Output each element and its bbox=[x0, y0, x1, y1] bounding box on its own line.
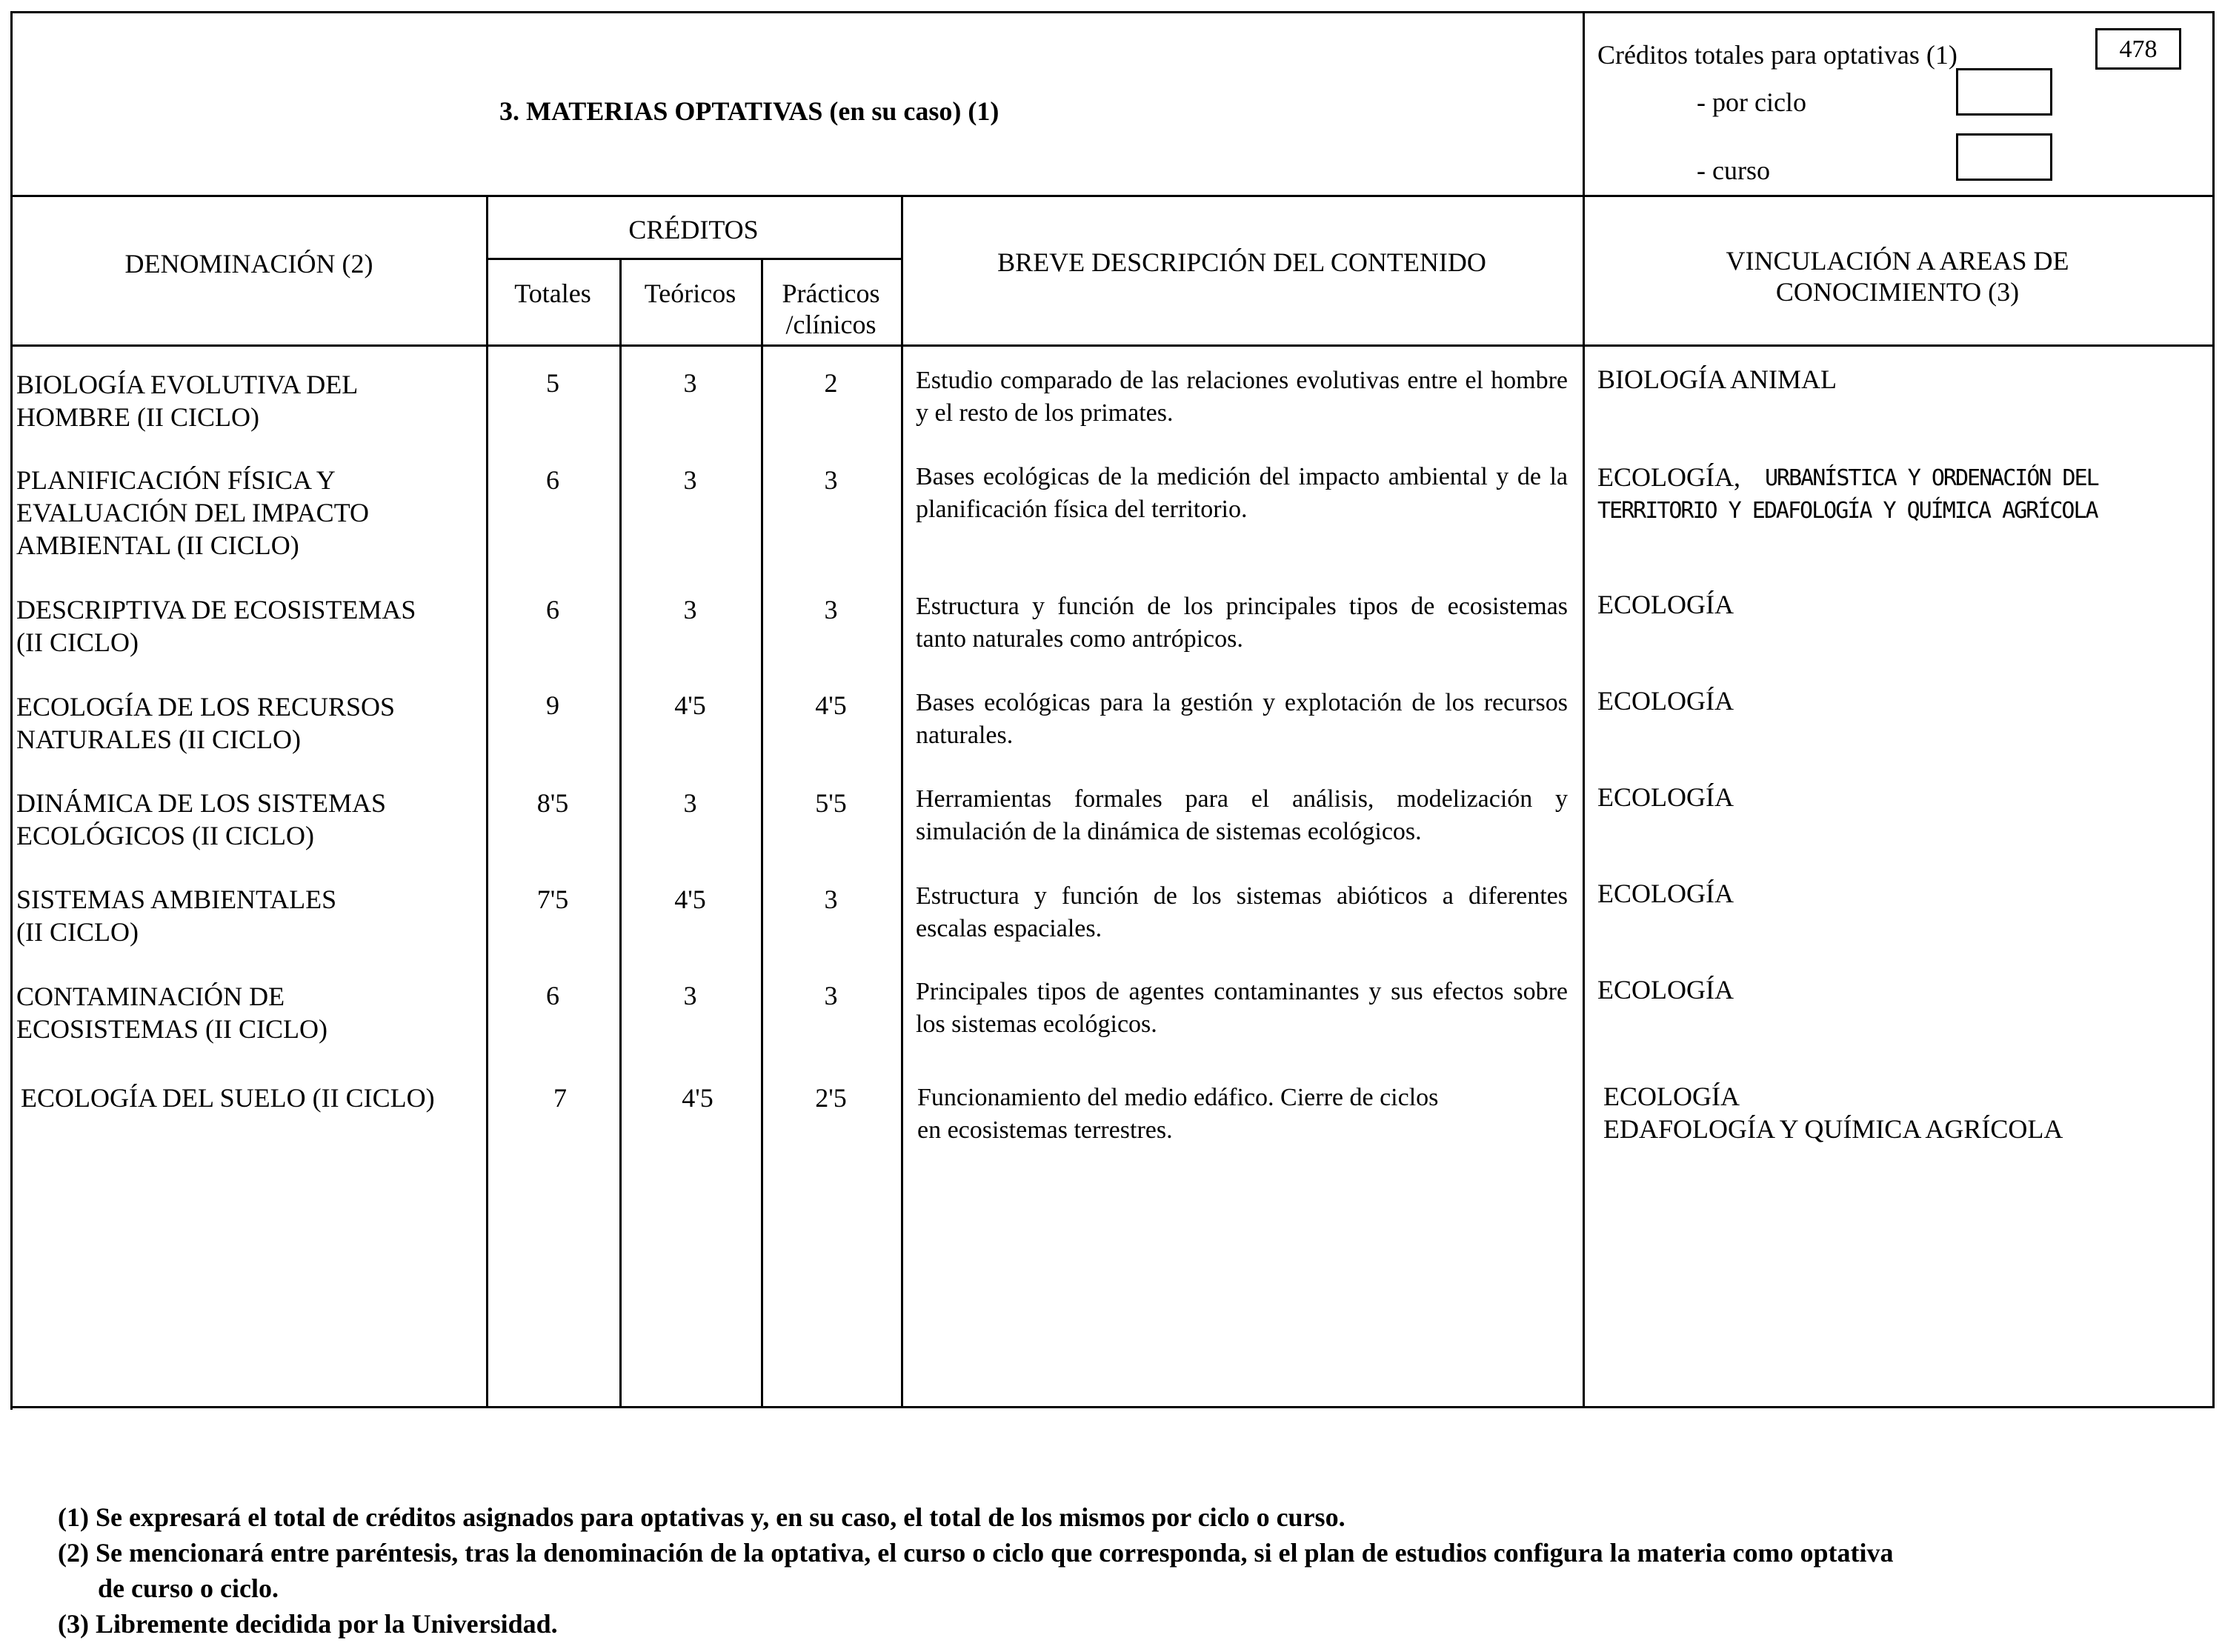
column-header-divider bbox=[10, 344, 2215, 347]
row-teoricos: 3 bbox=[683, 465, 697, 495]
per-course-box bbox=[1956, 133, 2052, 181]
row-description: Principales tipos de agentes contaminantes y sus efectos sobre los sistemas ecológicos. bbox=[916, 978, 1568, 1038]
row-description: Bases ecológicas de la medición del impacto ambiental y de la planificación física del territorio. bbox=[916, 463, 1568, 523]
col-header-descripcion: BREVE DESCRIPCIÓN DEL CONTENIDO bbox=[997, 247, 1486, 277]
footnote: (3) Libremente decidida por la Universidad. bbox=[58, 1609, 558, 1639]
row-teoricos: 3 bbox=[683, 368, 697, 398]
row-area: TERRITORIO Y EDAFOLOGÍA Y QUÍMICA AGRÍCOLA bbox=[1597, 498, 2098, 524]
row-practicos: 2 bbox=[824, 368, 838, 398]
col-header-vinculacion: VINCULACIÓN A AREAS DE bbox=[1726, 246, 2069, 276]
row-practicos: 3 bbox=[824, 465, 838, 495]
row-name: ECOSISTEMAS (II CICLO) bbox=[16, 1014, 327, 1044]
table-border-top bbox=[10, 11, 2215, 13]
row-name: EVALUACIÓN DEL IMPACTO bbox=[16, 498, 370, 527]
row-name: ECOLOGÍA DEL SUELO (II CICLO) bbox=[21, 1083, 435, 1113]
row-teoricos: 4'5 bbox=[682, 1083, 713, 1113]
row-description: en ecosistemas terrestres. bbox=[917, 1116, 1173, 1144]
row-area: ECOLOGÍA bbox=[1597, 879, 1734, 908]
row-name: BIOLOGÍA EVOLUTIVA DEL bbox=[16, 370, 359, 399]
row-name: (II CICLO) bbox=[16, 627, 139, 657]
row-practicos: 2'5 bbox=[815, 1083, 847, 1113]
row-area: BIOLOGÍA ANIMAL bbox=[1597, 364, 1837, 394]
row-description: Estructura y función de los sistemas abióticos a diferentes escalas espaciales. bbox=[916, 882, 1568, 942]
credits-total-box bbox=[2095, 28, 2181, 70]
row-totales: 6 bbox=[546, 595, 559, 625]
footnote: (1) Se expresará el total de créditos asignados para optativas y, en su caso, el total de los mismos por ciclo o curso. bbox=[58, 1502, 1345, 1532]
row-practicos: 3 bbox=[824, 595, 838, 625]
row-totales: 5 bbox=[546, 368, 559, 398]
row-practicos: 5'5 bbox=[815, 788, 847, 818]
row-name: ECOLÓGICOS (II CICLO) bbox=[16, 821, 314, 850]
row-description: Estudio comparado de las relaciones evolutivas entre el hombre y el resto de los primates. bbox=[916, 367, 1568, 427]
row-totales: 8'5 bbox=[536, 788, 569, 818]
footnote: (2) Se mencionará entre paréntesis, tras la denominación de la optativa, el curso o ciclo que corresponda, si el plan de estudios configura la materia como optativa bbox=[58, 1538, 1894, 1568]
row-name: ECOLOGÍA DE LOS RECURSOS bbox=[16, 692, 396, 722]
row-teoricos: 3 bbox=[683, 595, 697, 625]
row-practicos: 3 bbox=[824, 981, 838, 1010]
col-header-totales: Totales bbox=[514, 279, 591, 308]
row-area: ECOLOGÍA bbox=[1597, 590, 1734, 619]
row-totales: 7'5 bbox=[536, 885, 569, 914]
col-header-teoricos: Teóricos bbox=[644, 279, 736, 308]
row-teoricos: 3 bbox=[683, 788, 697, 818]
row-description: Bases ecológicas para la gestión y explotación de los recursos naturales. bbox=[916, 689, 1568, 749]
header-divider bbox=[10, 195, 2215, 197]
row-area: ECOLOGÍA bbox=[1597, 782, 1734, 812]
col-line-practicos-left bbox=[761, 258, 763, 1408]
footnote: de curso o ciclo. bbox=[98, 1573, 279, 1603]
row-area: ECOLOGÍA bbox=[1597, 975, 1734, 1005]
row-name: HOMBRE (II CICLO) bbox=[16, 402, 259, 432]
row-teoricos: 4'5 bbox=[674, 885, 706, 914]
table-border-bottom bbox=[10, 1406, 2215, 1408]
row-description: Estructura y función de los principales tipos de ecosistemas tanto naturales como antrópicos. bbox=[916, 593, 1568, 653]
row-totales: 9 bbox=[546, 690, 559, 720]
per-course-label: - curso bbox=[1697, 156, 1770, 185]
row-description: Funcionamiento del medio edáfico. Cierre de ciclos bbox=[917, 1084, 1439, 1111]
col-header-denominacion: DENOMINACIÓN (2) bbox=[124, 249, 373, 279]
row-name: NATURALES (II CICLO) bbox=[16, 725, 301, 754]
col-header-conocimiento: CONOCIMIENTO (3) bbox=[1775, 277, 2020, 307]
row-name: CONTAMINACIÓN DE bbox=[16, 982, 285, 1011]
row-area: ECOLOGÍA bbox=[1597, 686, 1734, 716]
row-description: Herramientas formales para el análisis, modelización y simulación de la dinámica de sistemas ecológicos. bbox=[916, 785, 1568, 845]
row-teoricos: 3 bbox=[683, 981, 697, 1010]
row-name: (II CICLO) bbox=[16, 917, 139, 947]
table-border-left bbox=[10, 11, 13, 1410]
row-area: ECOLOGÍA, bbox=[1597, 462, 1740, 492]
creditos-subheader-divider bbox=[486, 258, 901, 260]
row-totales: 6 bbox=[546, 465, 559, 495]
col-line-descripcion-left bbox=[901, 196, 903, 1408]
row-name: SISTEMAS AMBIENTALES bbox=[16, 885, 337, 914]
row-practicos: 3 bbox=[824, 885, 838, 914]
table-border-right bbox=[2212, 11, 2215, 1408]
credits-total-value: 478 bbox=[2119, 36, 2158, 63]
row-totales: 7 bbox=[553, 1083, 567, 1113]
row-practicos: 4'5 bbox=[815, 690, 847, 720]
per-cycle-label: - por ciclo bbox=[1697, 87, 1806, 117]
credits-total-label: Créditos totales para optativas (1) bbox=[1597, 40, 1957, 70]
row-name: AMBIENTAL (II CICLO) bbox=[16, 530, 299, 560]
row-name: DINÁMICA DE LOS SISTEMAS bbox=[16, 788, 387, 818]
per-cycle-box bbox=[1956, 68, 2052, 116]
col-line-vinculacion-left bbox=[1583, 11, 1585, 1408]
col-header-practicos: Prácticos bbox=[782, 279, 880, 308]
row-area: ECOLOGÍA bbox=[1603, 1082, 1740, 1111]
row-totales: 6 bbox=[546, 981, 559, 1010]
col-line-teoricos-left bbox=[619, 258, 622, 1408]
row-area: URBANÍSTICA Y ORDENACIÓN DEL bbox=[1765, 465, 2098, 491]
row-name: DESCRIPTIVA DE ECOSISTEMAS bbox=[16, 595, 416, 625]
page-title: 3. MATERIAS OPTATIVAS (en su caso) (1) bbox=[499, 96, 999, 126]
col-header-clinicos: /clínicos bbox=[785, 310, 877, 339]
row-teoricos: 4'5 bbox=[674, 690, 706, 720]
row-name: PLANIFICACIÓN FÍSICA Y bbox=[16, 465, 336, 495]
row-area: EDAFOLOGÍA Y QUÍMICA AGRÍCOLA bbox=[1603, 1114, 2063, 1144]
col-header-creditos: CRÉDITOS bbox=[628, 215, 759, 244]
